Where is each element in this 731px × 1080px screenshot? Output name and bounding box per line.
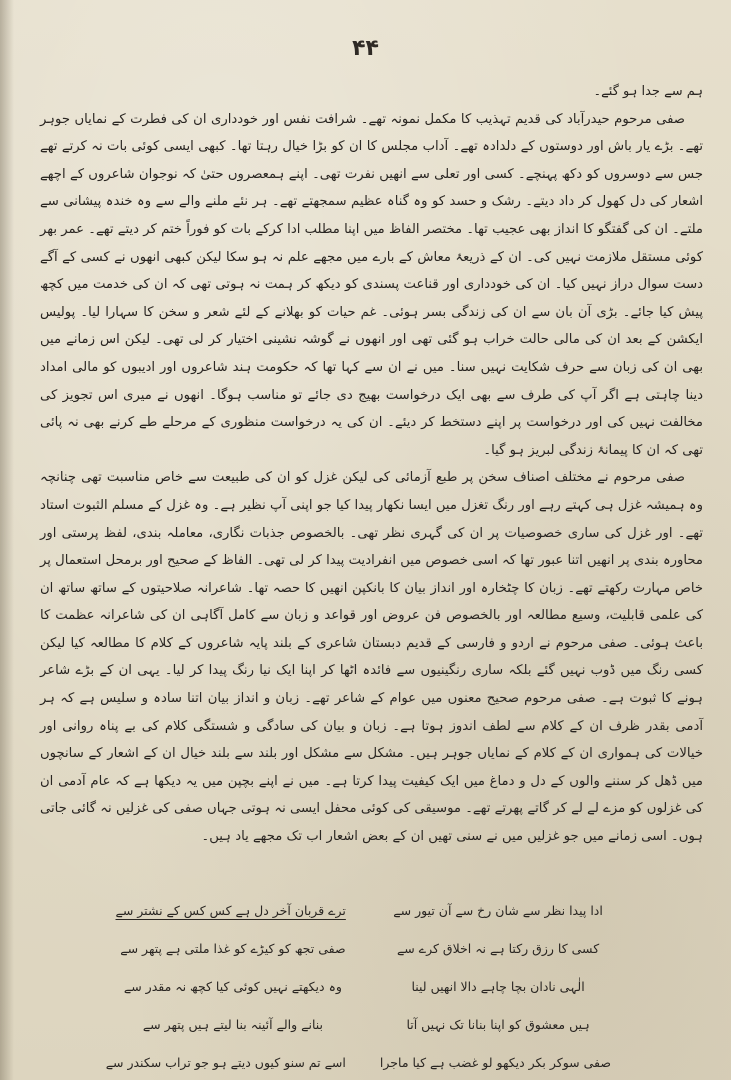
paragraph-2: صفی مرحوم نے مختلف اصناف سخن پر طبع آزمائی کی لیکن غزل کو ان کی طبیعت سے خاص مناسبت تھی چنانچہ وہ ہمیشہ غزل ہی کہتے رہے اور رنگ تغزل میں ایسا نکھار پیدا کیا جو اپنی آپ نظیر ہے۔ وہ غزل کے مسلم الثبوت استاد تھے۔ اور غزل کی ساری خصوصیات پر ان کی گہری نظر تھی۔ بالخصوص جذبات نگاری، معاملہ بندی، لفظ پرستی اور محاورہ بندی پر انھیں اتنا عبور تھا کہ اسی خصوص میں انفرادیت پیدا کر لی تھی۔ الفاظ کے صحیح اور برمحل استعمال پر خاص مہارت رکھتے تھے۔ زبان کا چٹخارہ اور انداز بیان کا بانکپن انھیں کا حصہ تھا۔ شاعرانہ صلاحیتوں کے ساتھ ساتھ ان کی علمی قابلیت، وسیع مطالعہ اور بالخصوص فن عروض اور قواعد و زبان سے کامل آگاہی ان کی شاعرانہ عظمت کا باعث ہوئی۔ صفی مرحوم نے اردو و فارسی کے قدیم دبستان شاعری کے بلند پایہ شاعروں کے کلام کا مطالعہ کیا لیکن کسی رنگ میں ڈوب نہیں گئے بلکہ ساری رنگینیوں سے فائدہ اٹھا کر اپنا ایک نیا رنگ پیدا کر لیا۔ یہی ان کے بڑے شاعر ہونے کا ثبوت ہے۔ صفی مرحوم صحیح معنوں میں عوام کے شاعر تھے۔ زبان و انداز بیان اتنا سادہ و سلیس ہے کہ ہر آدمی بقدر ظرف ان کے کلام سے لطف اندوز ہوتا ہے۔ زبان و بیان کی سادگی و شستگی کلام کی بے پناہ روانی اور خیالات کی ہمواری ان کے کلام کے نمایاں جوہر ہیں۔ مشکل سے مشکل اور بلند سے بلند خیال ان کے اشعار کے سانچوں میں ڈھل کر سننے والوں کے دل و دماغ میں ایک کیفیت پیدا کرتا ہے۔ میں نے اپنے بچپن میں یہ دیکھا ہے کہ عام آدمی ان کی غزلوں کو مزے لے لے کر گاتے پھرتے تھے۔ موسیقی کی کوئی محفل ایسی نہ ہوتی جہاں صفی کی غزلیں نہ گائی جاتی ہوں۔ اسی زمانے میں جو غزلیں میں نے سنی تھیں ان کے بعض اشعار اب تک مجھے یاد ہیں۔: [40, 470, 703, 845]
couplet: [115, 880, 611, 918]
couplet: [120, 956, 611, 994]
couplet: [120, 918, 611, 956]
body-text: [40, 78, 703, 851]
verse-line-second: بنانے والے آئینہ بنا لیتے ہیں پتھر سے: [142, 1017, 324, 1032]
verse-line-second: اسے تم سنو کیوں دیتے ہو جو تراب سکندر سے: [105, 1055, 346, 1070]
couplet: [120, 994, 611, 1032]
verse-line-first: ہیں معشوق کو اپنا بنانا تک نہیں آتا: [406, 1017, 590, 1032]
poem-verses: [105, 880, 611, 1070]
page-edge-shadow: [0, 0, 14, 1080]
verse-line-first: کسی کا رزق رکتا ہے نہ اخلاق کرے سے: [396, 941, 600, 956]
page-number: ۴۴: [352, 36, 379, 61]
verse-line-second: وہ دیکھتے نہیں کوئی کیا کچھ نہ مقدر سے: [123, 979, 342, 994]
verse-line-first: الٰہی نادان بچا چاہے دالا انھیں لینا: [411, 979, 585, 994]
verse-line-first: ادا پیدا نظر سے شان رخ سے آن تیور سے: [393, 903, 603, 918]
closing-line: ہم سے جدا ہو گئے۔: [593, 84, 703, 99]
verse-line-second: ترے قربان آخر دل ہے کس کس کے نشتر سے: [115, 903, 346, 918]
paragraph-1: صفی مرحوم حیدرآباد کی قدیم تہذیب کا مکمل نمونہ تھے۔ شرافت نفس اور خودداری ان کی فطرت کے نمایاں جوہر تھے۔ بڑے یار باش اور دوستوں کے دلدادہ تھے۔ آداب مجلس کا ان کو بڑا خیال رہتا تھا۔ کبھی ایسی کوئی بات نہ کرتے تھے جس سے دوسروں کو دکھ پہنچے۔ کسی اور تعلی سے انھیں نفرت تھی۔ اپنے ہمعصروں حتیٰ کہ نوجوان شاعروں کے اچھے اشعار کی دل کھول کر داد دیتے۔ رشک و حسد کو وہ گناہ عظیم سمجھتے تھے۔ ہر نئے ملنے والے سے وہ خندہ پیشانی سے ملتے۔ ان کی گفتگو کا انداز بھی عجیب تھا۔ مختصر الفاظ میں اپنا مطلب ادا کرکے بات کو فوراً ختم کر دیتے تھے۔ عمر بھر کوئی مستقل ملازمت نہیں کی۔ ان کے ذریعۂ معاش کے بارے میں مجھے علم نہ ہو سکا لیکن کبھی انھوں نے کسی کے آگے دست سوال دراز نہیں کیا۔ ان کی خودداری اور قناعت پسندی کو دیکھ کر ہمت نہ ہوتی تھی کہ ان کی خدمت میں کچھ پیش کیا جائے۔ بڑی آن بان سے ان کی زندگی بسر ہوئی۔ غم حیات کو بھلانے کے لئے شعر و سخن کا سہارا لیا۔ پولیس ایکشن کے بعد ان کی مالی حالت خراب ہو گئی تھی اور انھوں نے گوشہ نشینی اختیار کر لی تھی۔ لیکن اس زمانے میں بھی ان کی زبان سے حرف شکایت نہیں سنا۔ میں نے ان سے کہا تھا کہ حکومت ہند شاعروں اور ادیبوں کو مالی امداد دینا چاہتی ہے اگر آپ کی طرف سے بھی ایک درخواست بھیج دی جائے تو مناسب ہوگا۔ انھوں نے میری اس تجویز کی مخالفت نہیں کی اور درخواست پر اپنے دستخط کر دیئے۔ ان کی یہ درخواست منظوری کے مرحلے طے کرنے بھی نہ پائی تھی کہ ان کا پیمانۂ زندگی لبریز ہو گیا۔: [40, 111, 703, 458]
couplet: [105, 1032, 611, 1070]
verse-line-first: صفی سوکر بکر دیکھو لو غضب ہے کیا ماجرا: [379, 1055, 611, 1070]
verse-line-second: صفی تجھ کو کیڑے کو غذا ملتی ہے پتھر سے: [120, 941, 346, 956]
